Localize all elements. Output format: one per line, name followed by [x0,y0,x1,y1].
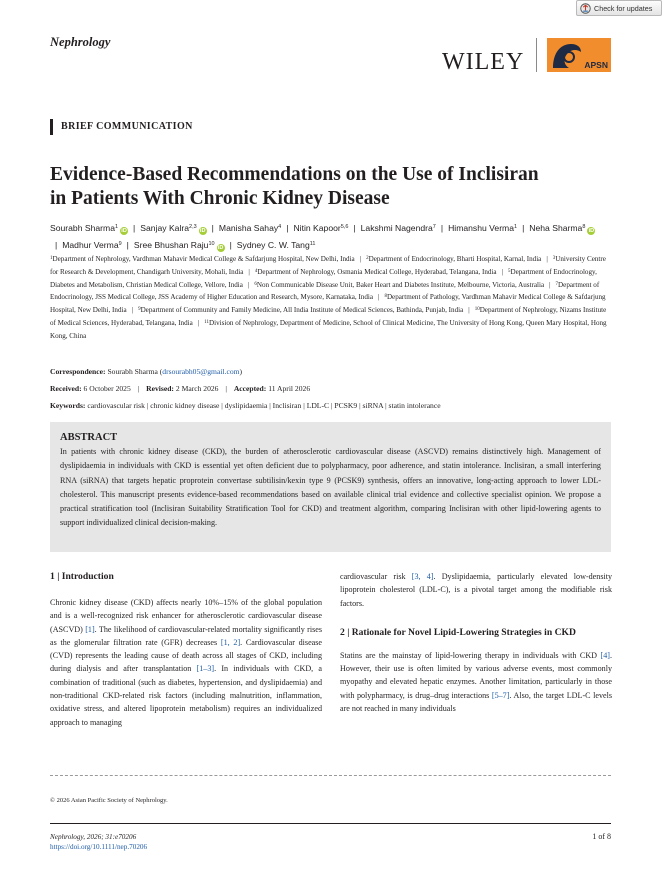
author-name[interactable]: Sydney C. W. Tang [236,240,310,250]
affiliation-text: Department of Nephrology, Nizams Institute of Medical Sciences, Hyderabad, Telangana, India [50,306,607,327]
keyword: PCSK9 [334,401,358,410]
author-separator: | [353,223,356,233]
accepted-date: 11 April 2026 [268,384,311,393]
author-name[interactable]: Sree Bhushan Raju [133,240,209,250]
affiliation-separator: | [197,318,200,327]
keyword: statin intolerance [388,401,441,410]
abstract-box [50,422,611,552]
affiliation-separator: | [248,267,250,276]
correspondence: Correspondence: Sourabh Sharma (drsourabh05@gmail.com) [50,367,243,376]
introduction-paragraph-continued: cardiovascular risk [3, 4]. Dyslipidaemia, particularly elevated low-density lipoprotein cholesterol (LDL-C), is a pivotal target among the modifiable risk factors. [340,572,613,608]
author-separator: | [211,223,214,233]
keyword-separator: | [144,401,151,410]
affiliation-number: 2 [366,256,369,261]
author-affiliation-ref: 11 [309,241,316,247]
affiliation-number: 10 [474,307,480,313]
correspondence-email-link[interactable]: drsourabh05@gmail.com [162,367,240,376]
journal-name: Nephrology [50,35,111,49]
orcid-icon[interactable]: iD [121,228,127,234]
keyword: LDL-C [306,401,330,410]
affiliation-text: University Centre for Research & Development, Chandigarh University, Mohali, India [50,255,606,276]
author-affiliation-ref: 8 [582,224,586,230]
copyright-notice: © 2026 Asian Pacific Society of Nephrology. [50,797,168,804]
citation-link[interactable]: [4] [600,650,610,660]
affiliation-text: Department of Endocrinology, JSS Medical College, JSS Academy of Higher Education and Research, Mysore, Karnataka, India [50,280,600,302]
orcid-icon[interactable]: iD [588,228,595,234]
author-affiliation-ref: 5,6 [340,224,349,230]
affiliation-separator: | [549,280,551,289]
affiliation-text: Division of Nephrology, Department of Medicine, School of Clinical Medicine, The University of Hong Kong, Queen Mary Hospital, Hong Kong, China [50,318,607,340]
author-affiliation-ref: 2,3 [189,224,197,230]
society-logo-text: APSN [584,60,608,70]
author-separator: | [229,240,232,250]
affiliation-number: 3 [552,256,556,261]
orcid-icon[interactable]: iD [217,245,224,251]
author-name[interactable]: Nitin Kapoor [293,223,341,233]
keyword-separator: | [301,401,307,410]
revised-label: Revised: [146,384,174,393]
abstract-text: In patients with chronic kidney disease (CKD), the burden of atherosclerotic cardiovascular disease (ASCVD) remains distinctively high. Management of dyslipidaemia in individuals with CKD is essential yet often deficient due to polypharmacy, poor adherence, and statin intolerance. Inclisiran, a small interfering RNA (siRNA) that targets hepatic proprotein convertase subtilisin/kexin type 9 (PCSK9) synthesis, offers an innovative, long-acting approach to lower LDL-cholesterol. This manuscript presents evidence-based recommendations based on available clinical trial evidence and collective specialist opinion. We propose a practical stratification tool (Inclisiran Suitability Stratification Tool for CKD) and treatment algorithm, comparing Inclisiran with other lipid-lowering agents to support individualized clinical decision-making. [60,447,601,528]
logo-divider [536,38,537,72]
author-name[interactable]: Neha Sharma [529,223,583,233]
right-column [340,570,612,715]
keywords [50,401,441,411]
author-list [50,219,610,253]
keyword-separator: | [267,401,273,410]
affiliation-separator: | [546,255,548,263]
affiliation-text: Department of Pathology, Vardhman Mahavir Medical College & Safdarjung Hospital, New Delhi, India [50,293,606,315]
affiliation-separator: | [501,267,503,276]
footer-citation-block [50,832,147,852]
affiliation-number: 9 [138,307,141,313]
affiliation-number: 5 [507,268,511,274]
check-for-updates-label: Check for updates [594,3,653,13]
affiliation-number: 7 [555,281,559,287]
abstract-heading: ABSTRACT [60,432,118,443]
keyword-separator: | [329,401,335,410]
doi-link[interactable]: https://doi.org/10.1111/nep.70206 [50,843,148,851]
author-separator: | [126,240,129,250]
author-name[interactable]: Sourabh Sharma [50,223,115,233]
affiliation-text: Department of Nephrology, Vardhman Mahavir Medical College & Safdarjung Hospital, New Delhi, India [52,255,355,263]
affiliation-text: Department of Nephrology, Osmania Medical College, Hyderabad, Telangana, India [257,267,497,276]
author-affiliation-ref: 9 [118,241,122,247]
accepted-label: Accepted: [233,384,267,393]
keyword: siRNA [362,401,384,410]
affiliation-separator: | [378,293,380,302]
society-logo [547,38,611,72]
keyword: cardiovascular risk [87,401,145,410]
journal-citation: Nephrology, 2026; 31:e70206 [50,833,137,841]
revised-date: 2 March 2026 [175,384,219,393]
author-affiliation-ref: 10 [208,241,215,247]
affiliation-number: 1 [50,256,53,261]
affiliation-text: Department of Endocrinology, Diabetes and Metabolism, Christian Medical College, Vellore, India [50,267,597,289]
article-title-line2: in Patients With Chronic Kidney Disease [50,188,390,209]
author-affiliation-ref: 7 [432,224,436,230]
affiliation-text: Department of Community and Family Medicine, All India Institute of Medical Sciences, Bathinda, Punjab, India [140,306,464,315]
footnote-divider [50,775,611,776]
citation-link[interactable]: [3, 4] [411,572,434,581]
correspondence-name: Sourabh Sharma [107,367,158,376]
publisher-logo: WILEY [442,49,525,75]
keyword-separator: | [219,401,225,410]
affiliation-separator: | [131,306,134,315]
correspondence-label: Correspondence: [50,367,106,376]
author-name[interactable]: Lakshmi Nagendra [360,223,433,233]
affiliation-number: 6 [254,281,257,287]
author-name[interactable]: Manisha Sahay [218,223,279,233]
article-title-line1: Evidence-Based Recommendations on the Use of Inclisiran [50,164,539,185]
article-title [50,163,610,211]
received-label: Received: [50,384,82,393]
received-date: 6 October 2025 [83,384,131,393]
citation-link[interactable]: [1–3] [196,664,215,674]
keywords-label: Keywords: [50,401,86,410]
author-separator: | [286,223,289,233]
rationale-paragraph: Statins are the mainstay of lipid-lowering therapy in individuals with CKD [4]. However, their use is often limited by various adverse events, most commonly myopathy and elevated hepatic enzymes. Another limitation, particularly in those with polypharmacy, is drug–drug interactions [5–7]. Also, the target LDL-C levels are not reached in many individuals [340,650,612,714]
affiliation-separator: | [468,306,470,315]
keyword: Inclisiran [272,401,302,410]
check-for-updates-badge[interactable] [576,0,662,16]
author-name[interactable]: Madhur Verma [62,240,119,250]
affiliation-number: 11 [204,319,210,325]
affiliation-text: Department of Endocrinology, Bharti Hospital, Karnal, India [368,255,542,263]
article-type: BRIEF COMMUNICATION [50,119,193,135]
introduction-paragraph: Chronic kidney disease (CKD) affects nearly 10%–15% of the global population and is a well-recognized risk enhancer for atherosclerotic cardiovascular disease (ASCVD) [1]. The likelihood of cardiovascular-related mortality significantly rises as the glomerular filtration rate (GFR) decreases [1, 2]. Cardiovascular disease (CVD) represents the leading cause of death across all stages of CKD, including during dialysis and after transplantation [1–3]. In individuals with CKD, a combination of traditional (such as diabetes, hypertension, and dyslipidaemia) and non-traditional CKD-related risk factors (including malnutrition, inflammation, oxidative stress, and altered lipoprotein metabolism) requires an individualized approach to managing [50,598,323,727]
affiliation-separator: | [359,255,362,263]
section-heading-introduction: 1 | Introduction [50,571,114,582]
affiliation-text: Non Communicable Disease Unit, Baker Heart and Diabetes Institute, Melbourne, Victoria, Australia [256,280,545,289]
citation-link[interactable]: [5–7] [491,690,510,700]
author-affiliation-ref: 1 [114,224,119,230]
author-name[interactable]: Himanshu Verma [448,223,514,233]
author-name[interactable]: Sanjay Kalra [140,223,190,233]
check-for-updates-icon [580,3,591,14]
affiliation-number: 4 [254,268,258,274]
citation-link[interactable]: [1] [85,624,95,634]
author-separator: | [55,240,58,250]
keyword-separator: | [357,401,363,410]
section-heading-rationale: 2 | Rationale for Novel Lipid-Lowering Strategies in CKD [340,626,576,638]
author-affiliation-ref: 1 [514,224,518,230]
author-separator: | [522,223,525,233]
page-number: 1 of 8 [592,832,611,841]
left-column [50,570,322,729]
orcid-icon[interactable]: iD [199,228,206,234]
citation-link[interactable]: [1, 2] [220,637,241,647]
author-separator: | [440,223,444,233]
affiliation-separator: | [247,280,250,289]
footer-rule [50,823,611,824]
keyword: chronic kidney disease [150,401,220,410]
keyword-separator: | [383,401,389,410]
keyword: dyslipidaemia [224,401,268,410]
affiliations [50,253,610,343]
author-affiliation-ref: 4 [278,224,282,230]
author-separator: | [133,223,136,233]
article-dates: Received: 6 October 2025 | Revised: 2 March 2026 | Accepted: 11 April 2026 [50,384,311,393]
affiliation-number: 8 [384,294,387,300]
